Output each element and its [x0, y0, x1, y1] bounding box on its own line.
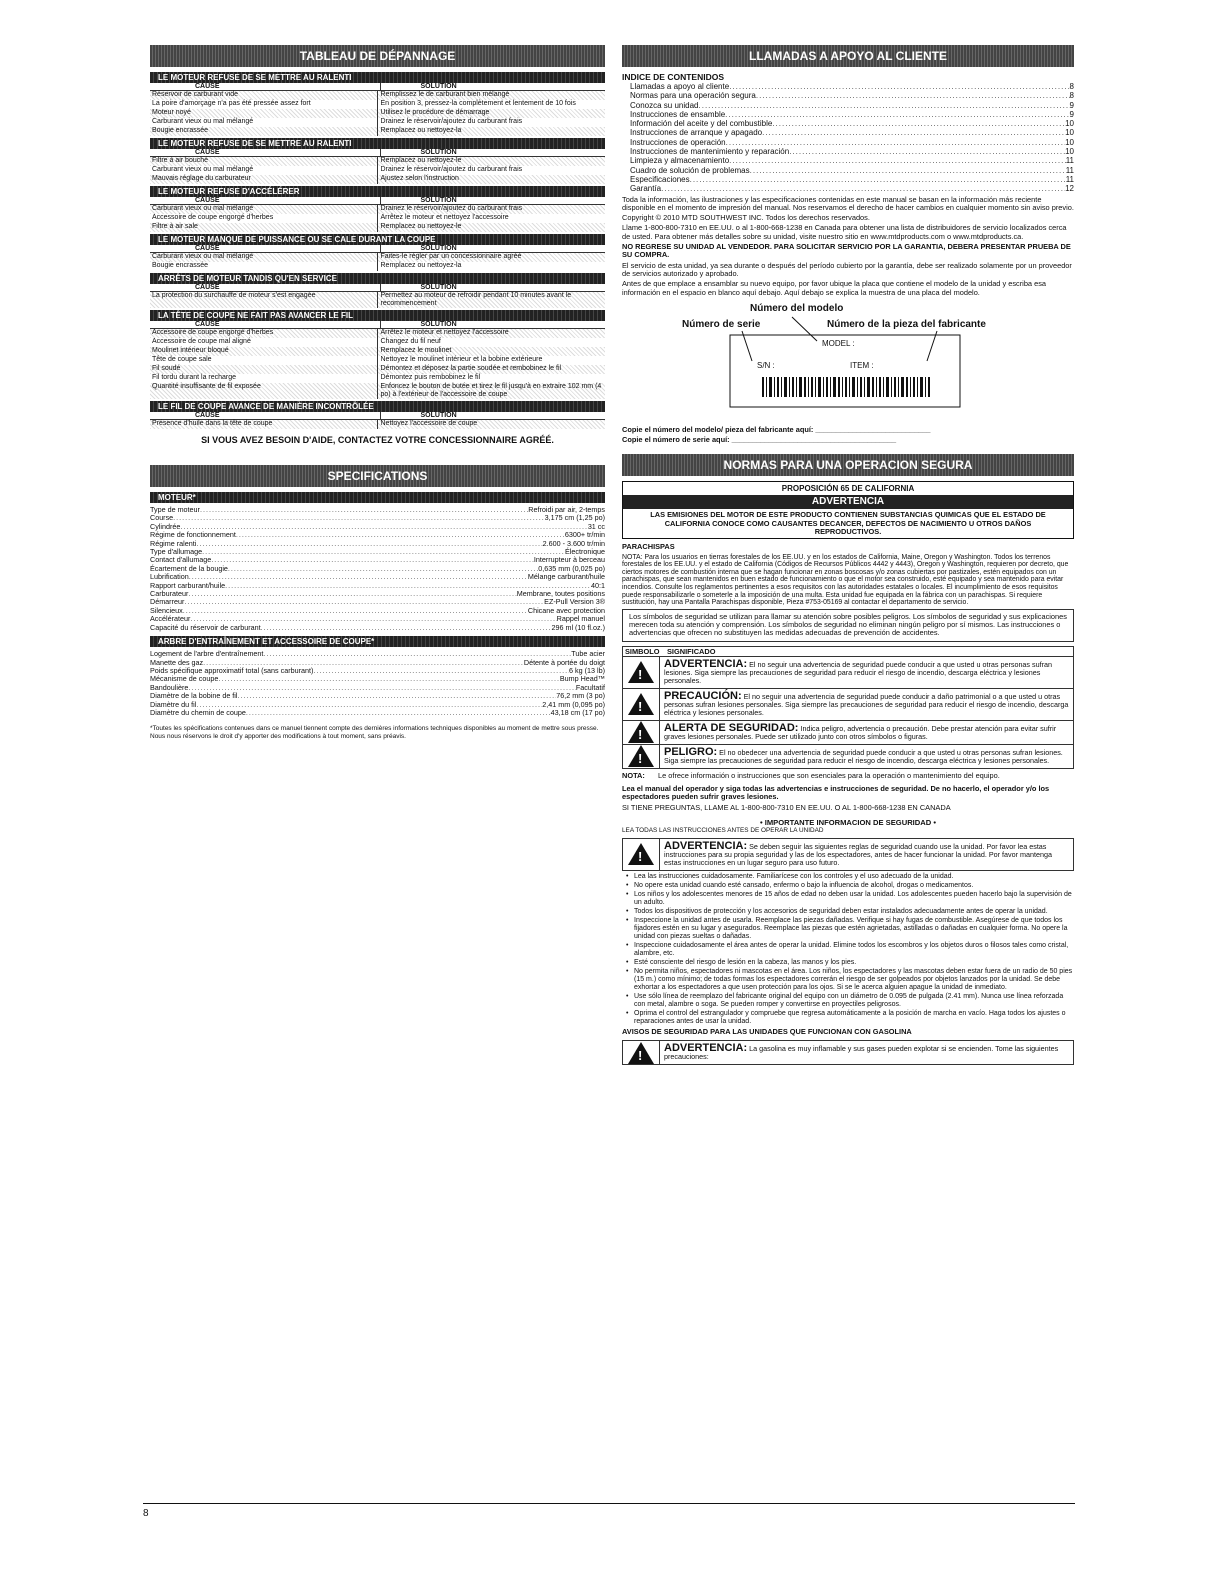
spec-name: Logement de l'arbre d'entraînement — [150, 649, 264, 659]
spec-name: Démarreur — [150, 597, 185, 607]
spec-row — [150, 624, 605, 632]
spec-name: Lubrification — [150, 572, 189, 582]
trouble-section-title: ARRÊTS DE MOTEUR TANDIS QU'EN SERVICE — [150, 273, 605, 284]
warning-icon — [628, 721, 654, 743]
solution-cell: Enfoncez le bouton de butée et tirez le fil jusqu'à en extraire 102 mm (4 po) à l'extérieur de l'accessoire de coupe — [377, 383, 606, 399]
dot-leader — [202, 548, 565, 556]
spec-name: Bandoulière — [150, 682, 189, 692]
specifications-title: SPECIFICATIONS — [150, 465, 605, 487]
spec-row — [630, 147, 1074, 156]
trouble-row — [150, 420, 605, 429]
trouble-row — [150, 356, 605, 365]
nota-row: NOTA: Le ofrece información o instrucciones que son esenciales para la operación o mantenimiento del equipo. — [622, 770, 1000, 780]
dot-leader — [729, 82, 1069, 91]
read-manual: Lea el manual del operador y siga todas las advertencias e instrucciones de seguridad. De no hacerlo, el operador y/o los espectadores pueden sufrir graves lesiones. — [622, 783, 1050, 802]
trouble-section-title: LE MOTEUR REFUSE DE SE METTRE AU RALENTI — [150, 138, 605, 149]
dot-leader — [228, 565, 538, 573]
bullet-item: • No opere esta unidad cuando esté cansado, enfermo o bajo la influencia de alcohol, drogas o medicamentos. — [626, 882, 1074, 890]
cause-cell: Fil tordu durant la recharge — [152, 374, 237, 381]
dot-leader — [661, 184, 1065, 193]
bullet-item: • Los niños y los adolescentes menores de 15 años de edad no deben usar la unidad. Los adolescentes pueden hacerlo bajo la supervisión de un adulto. — [626, 891, 1074, 907]
advertencia-banner: ADVERTENCIA — [623, 495, 1073, 509]
cause-cell: Carburant vieux ou mal mélangé — [152, 118, 254, 125]
toc-title: INDICE DE CONTENIDOS — [622, 72, 725, 82]
solution-cell: Permettez au moteur de refroidir pendant 10 minutes avant le recommencement — [377, 292, 606, 308]
prop65-box — [622, 481, 1074, 539]
barcode — [762, 377, 930, 397]
warning-icon — [628, 843, 654, 865]
trouble-row — [150, 157, 605, 166]
symbols-table — [622, 646, 1074, 769]
col-solution: SOLUTION — [380, 83, 606, 90]
trouble-header — [150, 197, 605, 205]
spec-row — [630, 184, 1074, 193]
model-plate-paragraph: Antes de que emplace a ensamblar su nuevo equipo, por favor ubique la placa que contiene el modelo de la unidad y escriba esa información en el espacio en blanco aquí debajo. Aquí debajo se explica la muestra de una placa del modelo. — [622, 279, 1047, 297]
cause-cell: Réservoir de carburant vide — [152, 91, 238, 98]
spec-value: Facultatif — [575, 682, 605, 692]
spec-row — [630, 91, 1074, 100]
solution-cell: Remplacez ou nettoyez-le — [377, 223, 606, 232]
spec-value: 40:1 — [591, 580, 605, 590]
spec-name: Manette des gaz — [150, 657, 204, 667]
trouble-row — [150, 100, 605, 109]
col-cause: CAUSE — [195, 321, 220, 328]
solution-cell: Remplacez ou nettoyez-la — [377, 127, 606, 136]
symbols-header: SIMBOLO SIGNIFICADO — [625, 646, 716, 656]
trouble-row — [150, 91, 605, 100]
spec-name: Instrucciones de operación — [630, 137, 726, 147]
copyright: Copyright © 2010 MTD SOUTHWEST INC. Todos los derechos reservados. — [622, 213, 870, 223]
dot-leader — [173, 514, 544, 522]
dot-leader — [211, 556, 534, 564]
spec-value: EZ-Pull Version 3® — [544, 597, 605, 607]
col-cause: CAUSE — [195, 284, 220, 291]
col-cause: CAUSE — [195, 197, 220, 204]
spec-row — [630, 166, 1074, 175]
spec-value: 8 — [1069, 91, 1074, 101]
col-solution: SOLUTION — [380, 245, 606, 252]
spec-value: Interrupteur à berceau — [533, 555, 605, 565]
table-of-contents — [622, 82, 1074, 194]
spec-name: Instrucciones de mantenimiento y reparación — [630, 147, 790, 157]
warning-icon — [628, 1042, 654, 1064]
symbol-term: PRECAUCIÓN: — [664, 689, 742, 702]
spec-row — [630, 175, 1074, 184]
trouble-row — [150, 205, 605, 214]
trouble-row — [150, 365, 605, 374]
parachispas-title: PARACHISPAS — [622, 542, 675, 552]
symbol-term: ADVERTENCIA: — [664, 657, 748, 670]
cause-cell: Carburant vieux ou mal mélangé — [152, 166, 254, 173]
spec-value: 76,2 mm (3 po) — [556, 691, 605, 701]
bullet-item: • Lea las instrucciones cuidadosamente. Familiarícese con los controles y el uso adecuado de la unidad. — [626, 873, 1074, 881]
call-paragraph: Llame 1-800-800-7310 en EE.UU. o al 1-800-668-1238 en Canada para obtener una lista de distribuidores de servicio localizados cerca de usted. Para obtener más detalles sobre su unidad, visite nuestro sitio en www.mtdproducts.com o www.mtdproducts.ca. — [622, 223, 1067, 241]
dot-leader — [188, 590, 516, 598]
spec-name: Conozca su unidad — [630, 100, 699, 110]
dot-leader — [750, 166, 1066, 175]
trouble-row — [150, 383, 605, 399]
spec-name: Normas para una operación segura — [630, 91, 756, 101]
symbol-term: ALERTA DE SEGURIDAD: — [664, 721, 799, 734]
col-solution: SOLUTION — [380, 412, 606, 419]
solution-cell: Démontez et déposez la partie soudée et rembobinez le fil — [377, 365, 606, 374]
dot-leader — [236, 531, 565, 539]
spec-name: Capacité du réservoir de carburant — [150, 622, 261, 632]
spec-value: Mélange carburant/huile — [527, 572, 605, 582]
spec-value: 296 ml (10 fl.oz.) — [551, 622, 605, 632]
shaft-subtitle: ARBRE D'ENTRAÎNEMENT ET ACCESSOIRE DE COUPE* — [150, 636, 605, 647]
spec-name: Limpieza y almacenamiento — [630, 156, 730, 166]
spec-value: Refroidi par air, 2-temps — [528, 505, 605, 514]
spec-value: 9 — [1069, 109, 1074, 119]
spec-row — [630, 110, 1074, 119]
service-paragraph: El servicio de esta unidad, ya sea durante o después del período cubierto por la garantía, debe ser realizado solamente por un proveedor de servicios autorizado y aprobado. — [622, 260, 1072, 278]
important-title: • IMPORTANTE INFORMACION DE SEGURIDAD • — [759, 817, 937, 827]
dot-leader — [196, 540, 542, 548]
col-cause: CAUSE — [195, 245, 220, 252]
spec-name: Contact d'allumage — [150, 555, 212, 565]
spec-value: 6300+ tr/min — [564, 530, 605, 540]
spec-name: Instrucciones de arranque y apagado — [630, 128, 763, 138]
trouble-row — [150, 329, 605, 338]
spec-value: 11 — [1065, 174, 1074, 184]
spec-value: 9 — [1069, 100, 1074, 110]
cause-cell: Carburant vieux ou mal mélangé — [152, 253, 254, 260]
cause-cell: Fil soudé — [152, 365, 181, 372]
spec-name: Course — [150, 513, 174, 523]
trouble-row — [150, 253, 605, 262]
spec-name: Écartement de la bougie — [150, 563, 228, 573]
trouble-row — [150, 166, 605, 175]
solution-cell: Remplacez ou nettoyez-le — [377, 157, 606, 166]
trouble-row — [150, 118, 605, 127]
spec-name: Especificaciones — [630, 174, 690, 184]
col-cause: CAUSE — [195, 412, 220, 419]
spec-name: Diamètre de la bobine de fil — [150, 691, 238, 701]
spec-name: Llamadas a apoyo al cliente — [630, 82, 730, 91]
symbol-row — [623, 656, 1073, 688]
dot-leader — [188, 684, 575, 692]
spec-row — [150, 667, 605, 675]
solution-cell: Utilisez le procédure de démarrage — [377, 109, 606, 118]
spec-row — [630, 138, 1074, 147]
symbol-row — [623, 688, 1073, 720]
col-solution: SOLUTION — [380, 284, 606, 291]
solution-cell: Arrêtez le moteur et nettoyez l'accessoire — [377, 329, 606, 338]
trouble-row — [150, 223, 605, 232]
spec-name: Type d'allumage — [150, 547, 203, 557]
dot-leader — [238, 692, 557, 700]
spec-name: Poids spécifique approximatif total (sans carburant) — [150, 665, 314, 675]
dot-leader — [729, 156, 1066, 165]
shaft-specs — [150, 650, 605, 717]
plate-leader-lines — [622, 299, 1074, 424]
trouble-row — [150, 262, 605, 271]
copy-serial-line: Copie el número de serie aquí: ________________________________________ — [622, 435, 897, 445]
symbol-meaning: El no obedecer una advertencia de seguridad puede conducir a que usted u otras personas sufran lesiones. Siga siempre las precauciones de seguridad para reducir el riesgo de incendio, descarga eléctrica y lesiones personales. — [664, 747, 1063, 765]
solution-cell: En position 3, pressez-la complètement et lentement de 10 fois — [377, 100, 606, 109]
solution-cell: Nettoyez le moulinet intérieur et la bobine extérieure — [377, 356, 606, 365]
trouble-row — [150, 347, 605, 356]
spec-name: Type de moteur — [150, 505, 200, 514]
solution-cell: Arrêtez le moteur et nettoyez l'accessoire — [377, 214, 606, 223]
warning-box-1: ! ADVERTENCIA: Se deben seguir las siguientes reglas de seguridad cuando use la unidad. Por favor lea estas instrucciones para su propia seguridad y las de los espectadores, antes de hacer funcionar la unidad. Por favor mantenga estas instrucciones en un lugar seguro para uso futuro. — [622, 838, 1074, 871]
spec-name: Cuadro de solución de problemas — [630, 165, 750, 175]
bullet-item: • Esté consciente del riesgo de lesión en la cabeza, las manos y los pies. — [626, 959, 1074, 967]
motor-specs — [150, 506, 605, 632]
solution-cell: Nettoyez l'accessoire de coupe — [377, 420, 606, 429]
cause-cell: La poire d'amorçage n'a pas été pressée assez fort — [152, 100, 311, 107]
spec-row — [150, 514, 605, 522]
trouble-row — [150, 338, 605, 347]
troubleshooting-table — [150, 72, 605, 429]
troubleshooting-title: TABLEAU DE DÉPANNAGE — [150, 45, 605, 67]
cause-cell: Filtre à air bouché — [152, 157, 209, 164]
spec-value: 10 — [1065, 137, 1074, 147]
label-serial-number: Número de serie — [682, 318, 761, 330]
spec-name: Régime ralenti — [150, 538, 197, 548]
dot-leader — [726, 138, 1065, 147]
spec-value: 10 — [1065, 128, 1074, 138]
symbol-row — [623, 720, 1073, 744]
trouble-header — [150, 83, 605, 91]
trouble-section-title: LE MOTEUR REFUSE D'ACCÉLÉRER — [150, 186, 605, 197]
read-all-line: LEA TODAS LAS INSTRUCCIONES ANTES DE OPERAR LA UNIDAD — [622, 826, 824, 834]
dot-leader — [246, 709, 551, 717]
spec-name: Silencieux — [150, 605, 183, 615]
trouble-header — [150, 149, 605, 157]
solution-cell: Changez du fil neuf — [377, 338, 606, 347]
cause-cell: Moteur noyé — [152, 109, 191, 116]
spec-name: Cylindrée — [150, 521, 181, 531]
spec-value: 10 — [1065, 119, 1074, 129]
label-model-number: Número del modelo — [750, 302, 844, 314]
spec-value: 2.600 - 3.600 tr/min — [542, 538, 605, 548]
spec-name: Diamètre du chemin de coupe — [150, 707, 246, 717]
spec-note: *Toutes les spécifications contenues dans ce manuel tiennent compte des dernières informations techniques disponibles au moment de mettre sous presse. Nous nous réservons le droit d'y apporter des modifications à tout moment, sans préavis. — [150, 725, 599, 740]
warning-box-2: ! ADVERTENCIA: La gasolina es muy inflamable y sus gases pueden explotar si se encienden. Tome las siguientes precauciones: — [622, 1040, 1074, 1065]
trouble-section-title: LA TÊTE DE COUPE NE FAIT PAS AVANCER LE FIL — [150, 310, 605, 321]
spec-value: 11 — [1065, 165, 1074, 175]
spec-name: Rapport carburant/huile — [150, 580, 226, 590]
spec-row — [150, 531, 605, 539]
col-cause: CAUSE — [195, 83, 220, 90]
plate-item: ITEM : — [850, 360, 874, 370]
gas-title: AVISOS DE SEGURIDAD PARA LAS UNIDADES QUE FUNCIONAN CON GASOLINA — [622, 1026, 912, 1036]
dot-leader — [200, 506, 528, 514]
spec-name: Información del aceite y del combustible — [630, 119, 773, 129]
spec-row — [630, 101, 1074, 110]
warning-icon — [628, 693, 654, 715]
trouble-row — [150, 127, 605, 136]
solution-cell: Démontez puis rembobinez le fil — [377, 374, 606, 383]
cause-cell: Carburant vieux ou mal mélangé — [152, 205, 254, 212]
prop65-title: PROPOSICIÓN 65 DE CALIFORNIA — [781, 484, 915, 494]
solution-cell: Ajustez selon l'instruction — [377, 175, 606, 184]
spec-row — [150, 692, 605, 700]
cause-cell: Accessoire de coupe engorgé d'herbes — [152, 214, 274, 221]
plate-serial: S/N : — [757, 360, 775, 370]
dot-leader — [313, 667, 569, 675]
spec-row — [630, 119, 1074, 128]
col-solution: SOLUTION — [380, 321, 606, 328]
bullet-item: • Inspeccione cuidadosamente el área antes de operar la unidad. Elimine todos los escombros y los objetos duros o filosos tales como cristal, alambre, etc. — [626, 942, 1074, 958]
spec-value: 10 — [1065, 147, 1074, 157]
trouble-header — [150, 245, 605, 253]
trouble-section-title: LE MOTEUR REFUSE DE SE METTRE AU RALENTI — [150, 72, 605, 83]
symbol-term: PELIGRO: — [664, 745, 718, 758]
dot-leader — [218, 675, 560, 683]
spec-row — [150, 675, 605, 683]
spec-row — [150, 607, 605, 615]
spec-value: 43,18 cm (17 po) — [550, 707, 605, 717]
dot-leader — [762, 128, 1065, 137]
col-solution: SOLUTION — [380, 197, 606, 204]
dot-leader — [772, 119, 1065, 128]
spec-row — [150, 590, 605, 598]
safety-title: NORMAS PARA UNA OPERACION SEGURA — [622, 454, 1074, 476]
symbol-meaning: El no seguir una advertencia de seguridad puede conducir a que usted u otras personas sufran lesiones. Siga siempre las precauciones de seguridad para reducir el riesgo de incendio, descarga eléctrica y lesiones personales. — [664, 659, 1053, 685]
dot-leader — [699, 101, 1070, 110]
trouble-header — [150, 284, 605, 292]
spec-name: Diamètre du fil — [150, 699, 197, 709]
right-column — [622, 45, 1074, 1065]
spec-value: Électronique — [565, 547, 605, 557]
cause-cell: La protection du surchauffe de moteur s'est engagée — [152, 292, 316, 299]
trouble-header — [150, 412, 605, 420]
bullet-item: • Oprima el control del estrangulador y compruebe que regresa automáticamente a la posición de marcha en vacío. Haga todos los ajustes o reparaciones antes de usar la unidad. — [626, 1010, 1074, 1026]
cause-cell: Bougie encrassée — [152, 262, 209, 269]
solution-cell: Drainez le réservoir/ajoutez du carburant frais — [377, 166, 606, 175]
solution-cell: Remplacez le moulinet — [377, 347, 606, 356]
dot-leader — [261, 624, 552, 632]
spec-name: Mécanisme de coupe — [150, 674, 219, 684]
cause-cell: Accessoire de coupe engorgé d'herbes — [152, 329, 274, 336]
bullet-item: • Use sólo línea de reemplazo del fabricante original del equipo con un diámetro de 0.095 de pulgada (2.41 mm). Nunca use línea reforzada con metal, alambre o soga. Se pueden romper y convertirse en proyectiles peligrosos. — [626, 993, 1074, 1009]
cause-cell: Moulinet intérieur bloqué — [152, 347, 229, 354]
plate-model: MODEL : — [822, 338, 855, 348]
questions-line: SI TIENE PREGUNTAS, LLAME AL 1-800-800-7310 EN EE.UU. O AL 1-800-668-1238 EN CANADA — [622, 802, 951, 812]
spec-value: Tube acier — [571, 649, 605, 659]
left-column — [150, 45, 605, 740]
trouble-section-title: LE MOTEUR MANQUE DE PUISSANCE OU SE CALE DURANT LA COUPE — [150, 234, 605, 245]
cause-cell: Filtre à air sale — [152, 223, 198, 230]
trouble-header — [150, 321, 605, 329]
spec-value: 11 — [1065, 156, 1074, 166]
dot-leader — [690, 175, 1066, 184]
model-plate-diagram — [622, 299, 1074, 424]
motor-subtitle: MOTEUR* — [150, 492, 605, 503]
symbol-meaning: El no seguir una advertencia de seguridad puede conducir a daño patrimonial o a que usted u otras personas sufran lesiones personales. Siga siempre las precauciones de seguridad para reducir el riesgo de incendio, descarga eléctrica y lesiones personales. — [664, 691, 1069, 717]
spec-value: Membrane, toutes positions — [516, 589, 605, 599]
cause-cell: Tête de coupe sale — [152, 356, 212, 363]
spec-value: 8 — [1069, 82, 1074, 91]
col-solution: SOLUTION — [380, 149, 606, 156]
symbol-meaning: Indica peligro, advertencia o precaución. Debe prestar atención para evitar sufrir graves lesiones personales. Puede ser utilizado junto con otros símbolos o figuras. — [664, 723, 1057, 741]
dot-leader — [180, 523, 587, 531]
spec-name: Carburateur — [150, 589, 189, 599]
solution-cell: Remplissez le de carburant bien mélangé — [377, 91, 606, 100]
spec-value: 6 kg (13 lb) — [569, 665, 605, 675]
cause-cell: Quantité insuffisante de fil exposée — [152, 383, 261, 390]
trouble-row — [150, 292, 605, 308]
trouble-section-title: LE FIL DE COUPE AVANCE DE MANIÈRE INCONTRÔLÉE — [150, 401, 605, 412]
parachispas-text: NOTA: Para los usuarios en tierras forestales de los EE.UU. y en los estados de California, Maine, Oregon y Washington. Todos los terrenos forestales de los EE.UU. y el estado de California (Códigos de Recursos Públicos 4442 y 4443), Oregon y Washington, requieren por decreto, que ciertos motores de combustión interna que se hagan funcionar en zonas boscosas y/o zonas cubiertas por pastizales, estén equipados con un parachispas, que sean mantenidos en buen estado de funcionamiento o que el motor sea construido, esté equipado y sea mantenido para evitar incendios. Consulte los reglamentos pertinentes a esos requisitos con las autoridades estatales o locales. El incumplimiento de esos requisitos puede responsabilizarle o someterle a la imposición de una multa. Esta unidad fue equipada en la fábrica con un parachispas. Si requiere sustitución, hay una Pantalla Parachispas disponible, Pieza #753-05169 al contactar el departamento de servicio. — [622, 553, 1069, 607]
bullet-item: • Inspeccione la unidad antes de usarla. Reemplace las piezas dañadas. Verifique si hay fugas de combustible. Asegúrese de que todos los fijadores estén en su lugar y asegurados. Reemplace las piezas que estén agrietadas, astilladas o dañadas en cualquier forma. No opere la unidad con piezas sueltas o dañadas. — [626, 917, 1074, 941]
help-line: SI VOUS AVEZ BESOIN D'AIDE, CONTACTEZ VOTRE CONCESSIONNAIRE AGRÉÉ. — [201, 435, 554, 445]
spec-row — [630, 82, 1074, 91]
dot-leader — [196, 701, 542, 709]
spec-value: 31 cc — [587, 521, 605, 531]
page-number: 8 — [143, 1508, 149, 1519]
footer-rule — [143, 1503, 1075, 1504]
spec-row — [630, 156, 1074, 165]
dot-leader — [725, 110, 1069, 119]
trouble-row — [150, 175, 605, 184]
spec-name: Accélérateur — [150, 614, 191, 624]
spec-value: Rappel manuel — [556, 614, 605, 624]
dot-leader — [183, 607, 528, 615]
trouble-row — [150, 109, 605, 118]
col-cause: CAUSE — [195, 149, 220, 156]
customer-support-title: LLAMADAS A APOYO AL CLIENTE — [622, 45, 1074, 67]
cause-cell: Présence d'huile dans la tête de coupe — [152, 420, 273, 427]
spec-row — [150, 506, 605, 514]
trouble-row — [150, 374, 605, 383]
prop65-text: LAS EMISIONES DEL MOTOR DE ESTE PRODUCTO CONTIENEN SUBSTANCIAS QUIMICAS QUE EL ESTADO DE CALIFORNIA CONOCE COMO CAUSANTES DECANCER, DEFECTOS DE NACIMIENTO U OTROS DAÑOS REPRODUCTIVOS. — [650, 510, 1046, 537]
symbol-row — [623, 744, 1073, 768]
spec-value: Détente à portée du doigt — [523, 657, 605, 667]
spec-value: 2,41 mm (0,095 po) — [542, 699, 605, 709]
safety-bullets — [626, 873, 1074, 1026]
spec-value: 12 — [1065, 184, 1074, 194]
spec-value: Bump Head™ — [559, 674, 605, 684]
spec-value: 3,175 cm (1,25 po) — [544, 513, 605, 523]
warning-icon — [628, 745, 654, 767]
trouble-row — [150, 214, 605, 223]
solution-cell: Drainez le réservoir/ajoutez du carburant frais — [377, 205, 606, 214]
spec-value: Chicane avec protection — [527, 605, 605, 615]
symbols-intro-box: Los símbolos de seguridad se utilizan para llamar su atención sobre posibles peligros. Los símbolos de seguridad y sus explicaciones merecen toda su atención y comprensión. Los símbolos de seguridad no eliminan ningún peligro por sí mismos. Las instrucciones o advertencias que ofrecen no substituyen las medidas adecuadas de prevención de accidentes. — [622, 609, 1074, 642]
cause-cell: Mauvais réglage du carburateur — [152, 175, 251, 182]
spec-name: Garantía — [630, 184, 662, 194]
spec-value: 0,635 mm (0,025 po) — [538, 563, 605, 573]
bullet-item: • No permita niños, espectadores ni mascotas en el área. Los niños, los espectadores y las mascotas deben estar fuera de un radio de 50 pies (15 m.) como mínimo; de todas formas los espectadores correrán el riesgo de ser golpeados por objetos lanzados por la unidad. Se debe exhortar a los espectadores a que usen protección para los ojos. Si se le acerca alguien apague la unidad de inmediato. — [626, 968, 1074, 992]
spec-row — [150, 540, 605, 548]
copy-model-line: Copie el número del modelo/ pieza del fabricante aquí: ____________________________ — [622, 424, 931, 434]
solution-cell: Faites-le régler par un concessionnaire agréé — [377, 253, 606, 262]
dot-leader — [789, 147, 1065, 156]
warning-icon — [628, 661, 654, 683]
bullet-item: • Todos los dispositivos de protección y los accesorios de seguridad deben estar instalados adecuadamente antes de operar la unidad. — [626, 908, 1074, 916]
dot-leader — [756, 91, 1070, 100]
cause-cell: Bougie encrassée — [152, 127, 209, 134]
solution-cell: Drainez le réservoir/ajoutez du carburant frais — [377, 118, 606, 127]
dot-leader — [184, 598, 544, 606]
info-paragraph: Toda la información, las ilustraciones y las especificaciones contenidas en este manual se basan en la información más reciente disponible en el momento de impresión del manual. Nos reservamos el derecho de hacer cambios en cualquier momento sin aviso previo. — [622, 194, 1074, 212]
dot-leader — [189, 573, 528, 581]
cause-cell: Accessoire de coupe mal aligné — [152, 338, 251, 345]
return-notice: NO REGRESE SU UNIDAD AL VENDEDOR. PARA SOLICITAR SERVICIO POR LA GARANTIA, DEBERA PRESENTAR PRUEBA DE SU COMPRA. — [622, 242, 1071, 260]
label-part-number: Número de la pieza del fabricante — [827, 318, 986, 330]
spec-row — [630, 128, 1074, 137]
spec-name: Régime de fonctionnement — [150, 530, 236, 540]
spec-row — [150, 709, 605, 717]
spec-name: Instrucciones de ensamble — [630, 109, 726, 119]
solution-cell: Remplacez ou nettoyez-la — [377, 262, 606, 271]
